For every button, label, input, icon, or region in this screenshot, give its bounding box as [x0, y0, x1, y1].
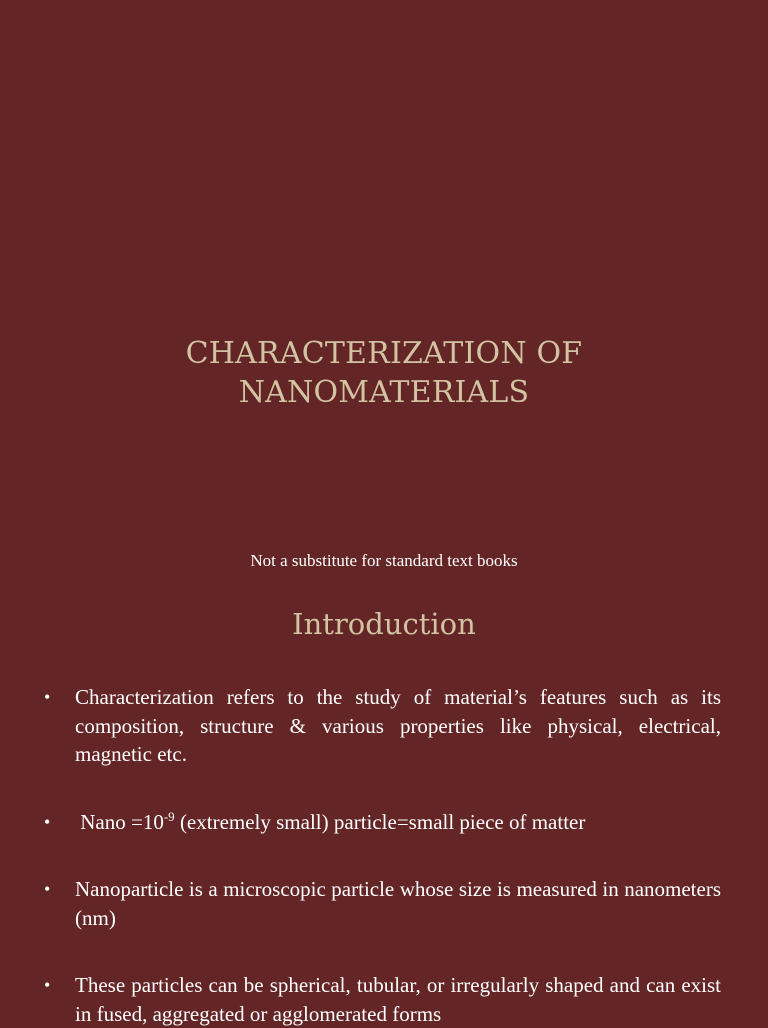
bullet-list: [44, 683, 721, 1028]
bullet-superscript: -9: [163, 808, 175, 824]
bullet-item: [44, 875, 721, 932]
bullet-dot-icon: •: [44, 687, 51, 707]
bullet-dot-icon: •: [44, 975, 51, 995]
bullet-text: Nanoparticle is a microscopic particle whose size is measured in nanometers (nm): [75, 877, 721, 930]
bullet-item: [44, 808, 721, 837]
bullet-dot-icon: •: [44, 811, 51, 832]
bullet-text-after: (extremely small) particle=small piece of matter: [174, 809, 586, 834]
bullet-text: Characterization refers to the study of material’s features such as its composition, structure & various properties like physical, electrical, magnetic etc.: [75, 685, 721, 766]
slide-subtitle: Not a substitute for standard text books: [250, 551, 518, 570]
slide-title-line-1: CHARACTERIZATION OF: [185, 336, 583, 371]
slide-title-line-2: NANOMATERIALS: [238, 375, 530, 410]
bullet-dot-icon: •: [44, 879, 51, 899]
bullet-item: [44, 971, 721, 1028]
slide-title: [0, 334, 768, 412]
bullet-item: [44, 683, 721, 769]
section-heading: Introduction: [292, 607, 476, 641]
bullet-text-before: Nano =10: [75, 809, 164, 834]
bullet-text: These particles can be spherical, tubular, or irregularly shaped and can exist in fused, aggregated or agglomerated forms: [75, 973, 721, 1026]
